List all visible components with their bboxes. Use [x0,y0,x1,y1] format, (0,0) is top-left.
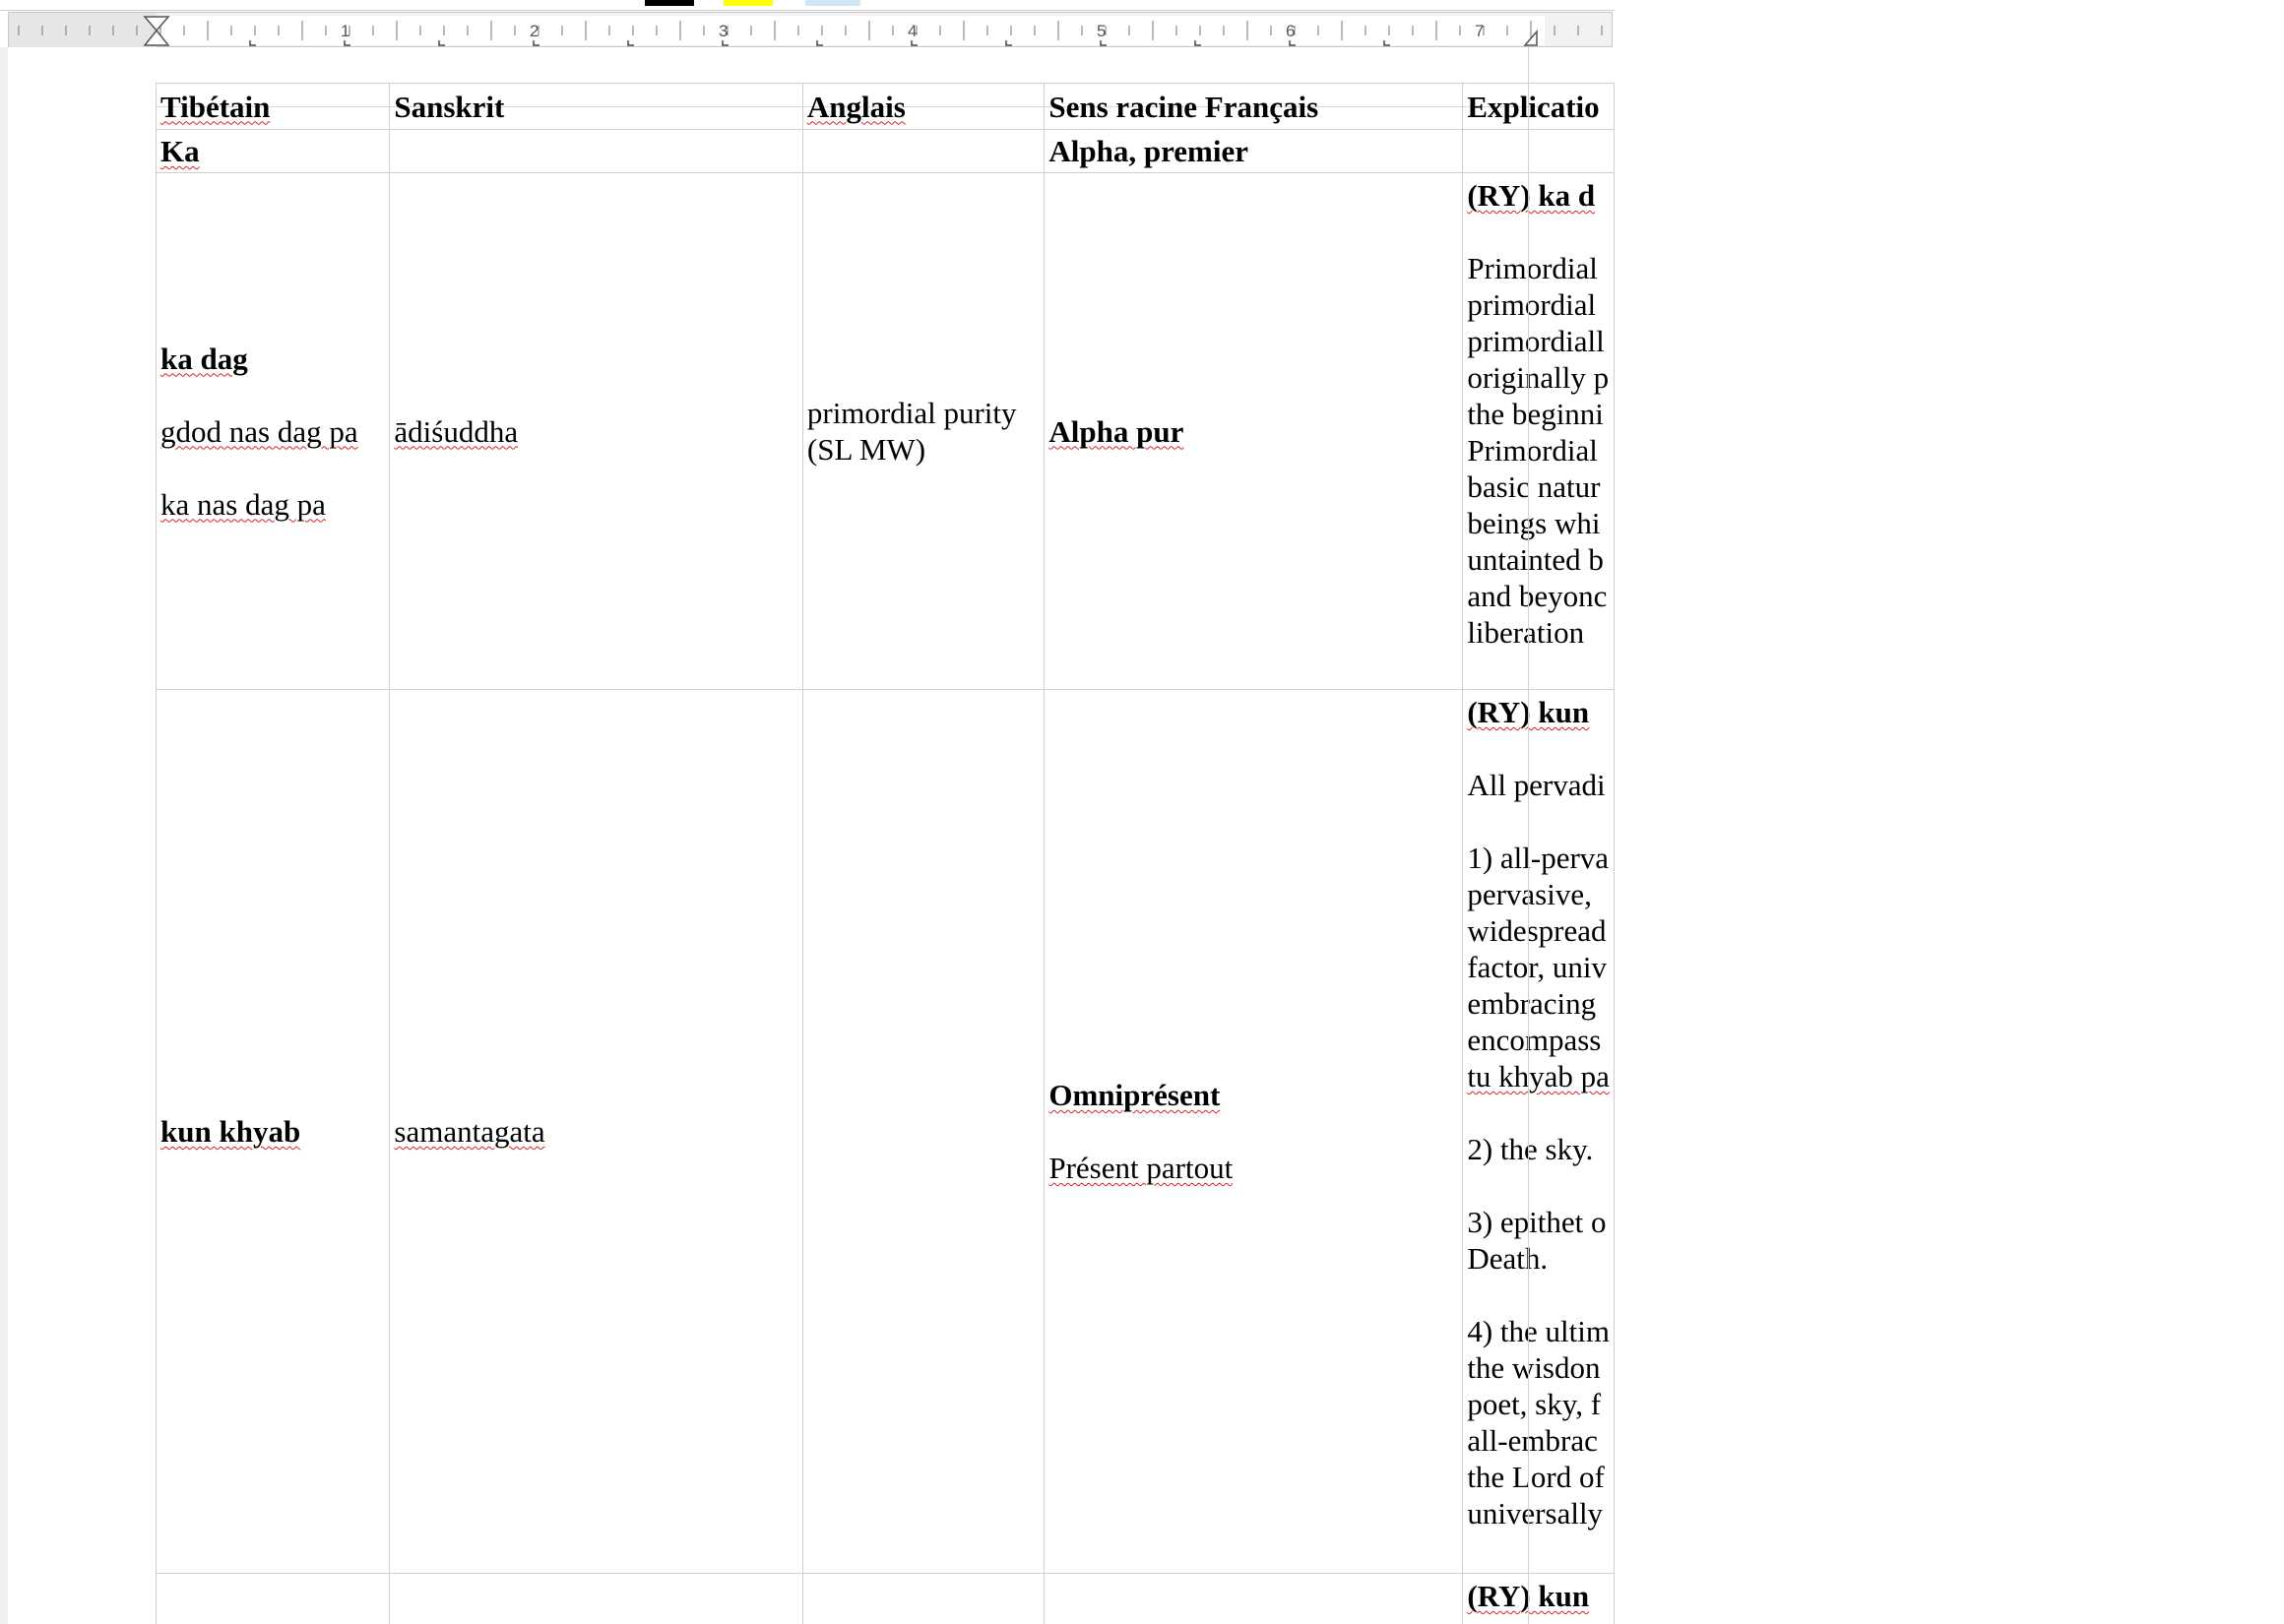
explication-text [1467,250,1610,651]
table-row [157,690,1615,1574]
ruler-number: 2 [530,22,539,40]
vocabulary-table[interactable] [156,83,1615,1624]
explication-line: primordiall [1467,324,1605,358]
cell-sanskrit[interactable]: samantagata [390,690,802,1574]
workspace-background [1615,10,2284,1624]
explication-line: untainted b [1467,542,1604,577]
explication-line: the Lord of [1467,1460,1605,1494]
table-row [157,173,1615,690]
font-color-swatch[interactable] [645,0,694,6]
explication-line: Primordial [1467,251,1598,285]
cell-explication[interactable]: (RY) kun All pervadi 1) all-perva pervasive, widespread factor, univ embracing encompass tu khyab pa 2) the sky. 3) epithet o Death. 4) the ultim the wisdon poet, sky, f all-embrac the Lord of universally [1463,690,1615,1574]
explication-text [1467,840,1610,1094]
ruler-number: 6 [1286,22,1296,40]
cell-tibetan[interactable]: ka dag gdod nas dag pa ka nas dag pa [157,173,390,690]
cell-french[interactable]: Omniprésent Présent partout [1045,690,1463,1574]
explication-line: beings whi [1467,506,1601,540]
explication-text [1467,1204,1610,1277]
cell-sanskrit[interactable] [390,1574,802,1624]
selected-toolbar-button[interactable] [805,0,860,6]
table-row [157,1574,1615,1624]
cell-tibetan[interactable]: kun khyab [157,690,390,1574]
table-row [157,130,1615,173]
ruler-text-area [157,16,1545,45]
explication-line: Primordial [1467,433,1598,468]
ruler-number: 1 [341,22,350,40]
cell-tibetan[interactable] [157,1574,390,1624]
header-tibetan[interactable]: Tibétain [157,84,390,130]
ruler-number: 7 [1475,22,1485,40]
ruler-number: 3 [719,22,729,40]
cell-english[interactable] [802,1574,1044,1624]
explication-line: all-embrac [1467,1423,1598,1458]
cell-explication[interactable]: (RY) ka d Primordial primordial primordiall originally p the beginni Primordial basic natur beings whi untainted b and beyonc liberation [1463,173,1615,690]
explication-line: encompass [1467,1023,1602,1057]
explication-text [1467,1313,1610,1531]
explication-line: pervasive, [1467,877,1592,911]
header-english[interactable]: Anglais [802,84,1044,130]
explication-line: primordial [1467,287,1597,322]
document-page[interactable] [8,47,1615,1624]
cell-tibetan[interactable]: Ka [157,130,390,173]
cell-french[interactable]: Alpha, premier [1045,130,1463,173]
explication-line: 4) the ultim [1467,1314,1610,1348]
cell-sanskrit[interactable] [390,130,802,173]
cell-french[interactable] [1045,1574,1463,1624]
text-boundary-right [1528,47,1529,1624]
header-french[interactable]: Sens racine Français [1045,84,1463,130]
cell-english[interactable] [802,130,1044,173]
explication-line: the wisdon [1467,1350,1601,1385]
cell-sanskrit[interactable]: ādiśuddha [390,173,802,690]
cell-explication[interactable]: (RY) kun [1463,1574,1615,1624]
cell-french[interactable]: Alpha pur [1045,173,1463,690]
explication-line: tu khyab pa [1467,1059,1610,1093]
cell-english[interactable]: primordial purity (SL MW) [802,173,1044,690]
explication-line: poet, sky, f [1467,1387,1602,1421]
explication-line: universally [1467,1496,1604,1530]
explication-line: originally p [1467,360,1610,395]
ruler-number: 4 [908,22,918,40]
explication-line: embracing [1467,986,1597,1021]
explication-line: liberation [1467,615,1585,650]
ruler-number: 5 [1097,22,1107,40]
horizontal-ruler[interactable] [8,12,1613,47]
explication-line: and beyonc [1467,579,1608,613]
explication-line: widespread [1467,913,1607,948]
cell-english[interactable] [802,690,1044,1574]
explication-line: factor, univ [1467,950,1607,984]
ruler-left-margin [9,13,157,48]
explication-line: Death. [1467,1241,1549,1276]
cell-explication[interactable] [1463,130,1615,173]
header-explication[interactable]: Explicatio [1463,84,1615,130]
ruler-ticks [9,13,1614,48]
header-sanskrit[interactable]: Sanskrit [390,84,802,130]
table-header-row [157,84,1615,130]
explication-line: 1) all-perva [1467,841,1610,875]
explication-line: basic natur [1467,469,1601,504]
explication-line: the beginni [1467,397,1604,431]
explication-line: 3) epithet o [1467,1205,1607,1239]
highlight-color-swatch[interactable] [724,0,773,6]
